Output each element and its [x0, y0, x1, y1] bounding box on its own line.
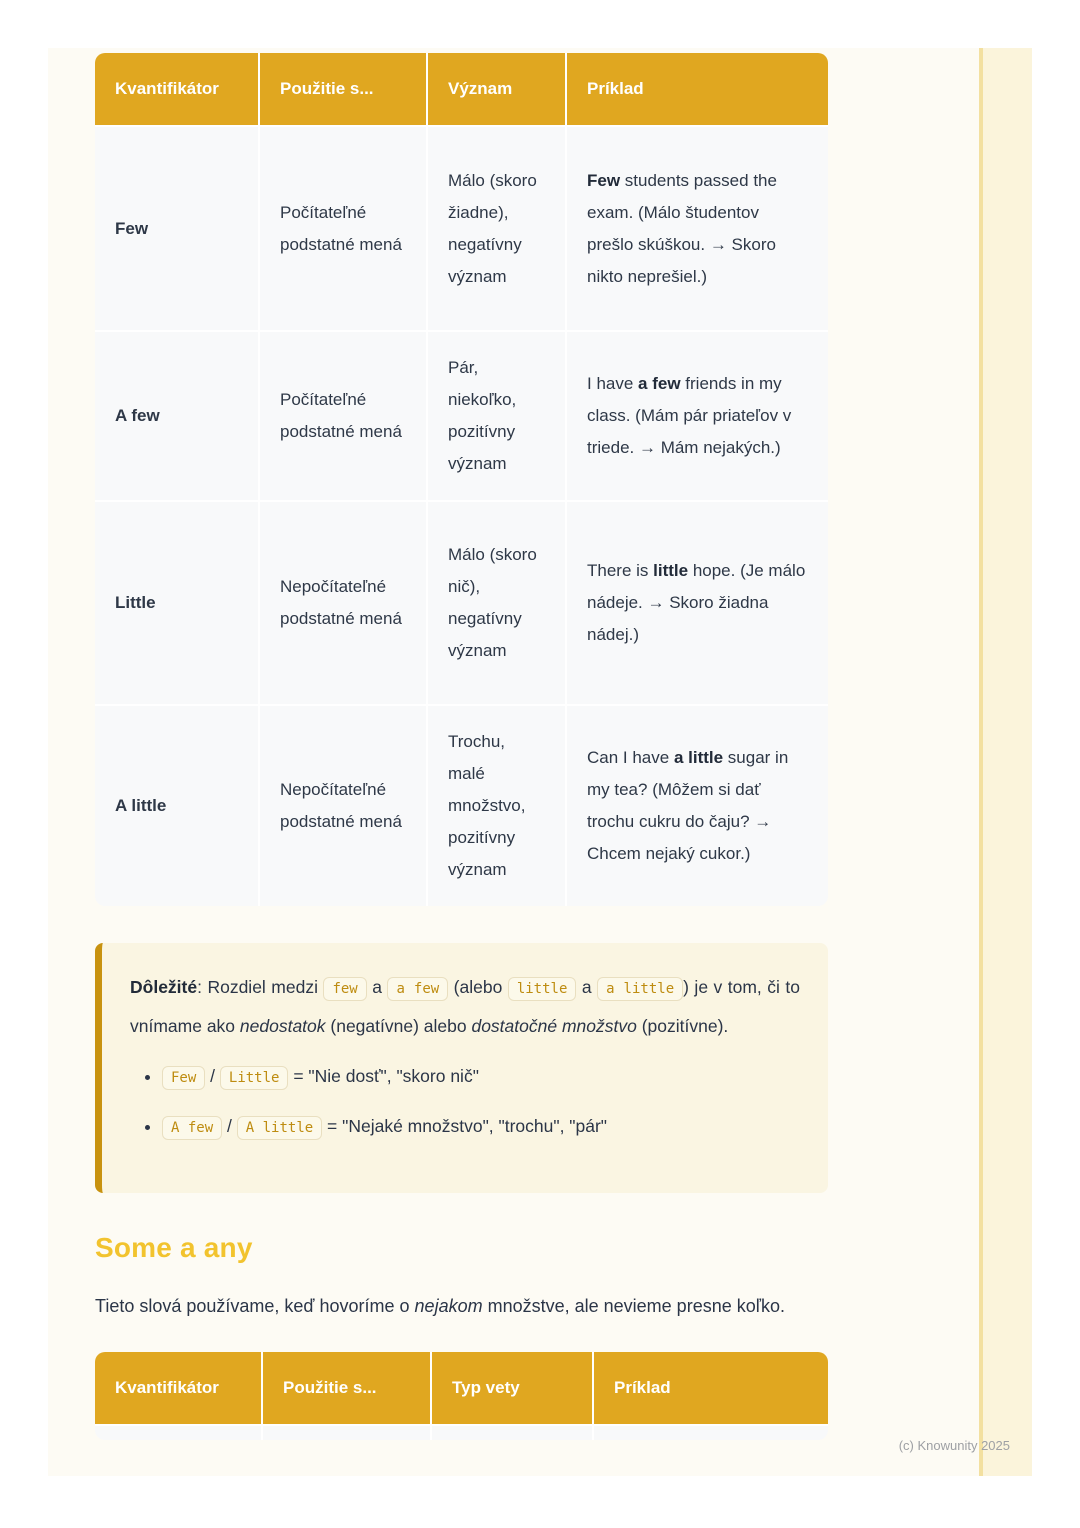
column-header-priklad: Príklad — [594, 1352, 828, 1424]
example-text: Can I have — [587, 748, 674, 767]
quantifier-cell: A few — [95, 330, 260, 500]
quantifier-cell: A little — [95, 704, 260, 906]
note-text: a — [576, 977, 598, 997]
paragraph-text: množstve, ale nevieme presne koľko. — [482, 1296, 785, 1316]
example-text: friends in my class. (Mám pár priateľov v triede. → Mám nejakých.) — [587, 374, 792, 457]
note-bullet-list — [130, 1059, 800, 1145]
important-note-box — [95, 943, 828, 1193]
meaning-cell: Trochu, malé množstvo, pozitívny význam — [428, 704, 567, 906]
table-row-few — [95, 125, 828, 330]
note-text: ) je v tom, či to vnímame ako — [130, 977, 800, 1036]
section-intro-paragraph — [95, 1288, 828, 1325]
note-text: (pozitívne). — [636, 1016, 729, 1036]
note-intro-paragraph — [130, 969, 800, 1045]
table-row-a-little — [95, 704, 828, 906]
document-content — [95, 48, 828, 1440]
inline-code-few: Few — [162, 1066, 205, 1090]
example-cell — [567, 500, 828, 704]
quantifier-cell: Few — [95, 125, 260, 330]
bullet-text: / — [205, 1066, 220, 1086]
table-row-little — [95, 500, 828, 704]
quantifier-table-header-row — [95, 53, 828, 125]
note-text: (negatívne) alebo — [325, 1016, 472, 1036]
column-header-pouzitie: Použitie s... — [263, 1352, 432, 1424]
inline-code-a-little: A little — [237, 1116, 322, 1140]
example-highlight: a few — [638, 374, 681, 393]
usage-cell: Nepočítateľné podstatné mená — [260, 704, 428, 906]
table-row-a-few — [95, 330, 828, 500]
copyright-watermark: (c) Knowunity 2025 — [898, 1438, 1010, 1453]
decorative-margin-stripe — [979, 48, 1032, 1476]
column-header-vyznam: Význam — [428, 53, 567, 125]
example-text: hope. (Je málo nádeje. → Skoro žiadna nádej.) — [587, 561, 806, 644]
example-highlight: little — [653, 561, 689, 580]
example-highlight: a little — [673, 748, 724, 767]
inline-code-a-little: a little — [597, 977, 683, 1001]
example-text: I have — [587, 374, 639, 393]
quantifier-table — [95, 53, 828, 906]
inline-code-little: Little — [220, 1066, 289, 1090]
example-highlight: Few — [587, 170, 621, 190]
meaning-cell: Pár, niekoľko, pozitívny význam — [428, 330, 567, 500]
inline-code-a-few: A few — [162, 1116, 222, 1140]
bullet-text: = "Nie dosť", "skoro nič" — [288, 1066, 479, 1086]
usage-cell: Počítateľné podstatné mená — [260, 125, 428, 330]
column-header-kvantifikator: Kvantifikátor — [95, 53, 260, 125]
clipped-cell — [95, 1424, 263, 1440]
note-text: a — [366, 977, 388, 997]
column-header-typ-vety: Typ vety — [432, 1352, 594, 1424]
some-any-table-clipped-row — [95, 1424, 828, 1440]
note-text: (alebo — [448, 977, 508, 997]
paragraph-text: Tieto slová používame, keď hovoríme o — [95, 1296, 415, 1316]
bullet-text: / — [222, 1116, 237, 1136]
example-text: sugar in my tea? (Môžem si dať trochu cukru do čaju? → Chcem nejaký cukor.) — [587, 748, 789, 863]
note-emphasis: dostatočné množstvo — [471, 1016, 637, 1036]
note-bullet-few-little — [162, 1059, 800, 1095]
example-text: There is — [587, 561, 654, 580]
inline-code-little: little — [508, 977, 577, 1001]
quantifier-cell: Little — [95, 500, 260, 704]
example-cell — [567, 704, 828, 906]
section-heading-some-a-any: Some a any — [95, 1232, 253, 1263]
paragraph-emphasis: nejakom — [414, 1296, 483, 1316]
clipped-cell — [263, 1424, 432, 1440]
some-any-table — [95, 1352, 828, 1440]
usage-cell: Nepočítateľné podstatné mená — [260, 500, 428, 704]
example-text: students passed the exam. (Málo študentov prešlo skúškou. → Skoro nikto neprešiel.) — [587, 170, 777, 286]
meaning-cell: Málo (skoro nič), negatívny význam — [428, 500, 567, 704]
clipped-cell — [594, 1424, 828, 1440]
inline-code-few: few — [323, 977, 366, 1001]
column-header-priklad: Príklad — [567, 53, 828, 125]
document-page — [48, 48, 1032, 1476]
meaning-cell: Málo (skoro žiadne), negatívny význam — [428, 125, 567, 330]
column-header-pouzitie: Použitie s... — [260, 53, 428, 125]
note-bullet-a-few-a-little — [162, 1109, 800, 1145]
usage-cell: Počítateľné podstatné mená — [260, 330, 428, 500]
note-emphasis: nedostatok — [239, 1016, 326, 1036]
example-cell — [567, 330, 828, 500]
bullet-text: = "Nejaké množstvo", "trochu", "pár" — [322, 1116, 608, 1136]
inline-code-a-few: a few — [387, 977, 448, 1001]
note-label: Dôležité — [130, 977, 198, 997]
some-any-table-header-row — [95, 1352, 828, 1424]
example-cell — [567, 125, 828, 330]
column-header-kvantifikator: Kvantifikátor — [95, 1352, 263, 1424]
clipped-cell — [432, 1424, 594, 1440]
note-text: : Rozdiel medzi — [197, 977, 324, 997]
